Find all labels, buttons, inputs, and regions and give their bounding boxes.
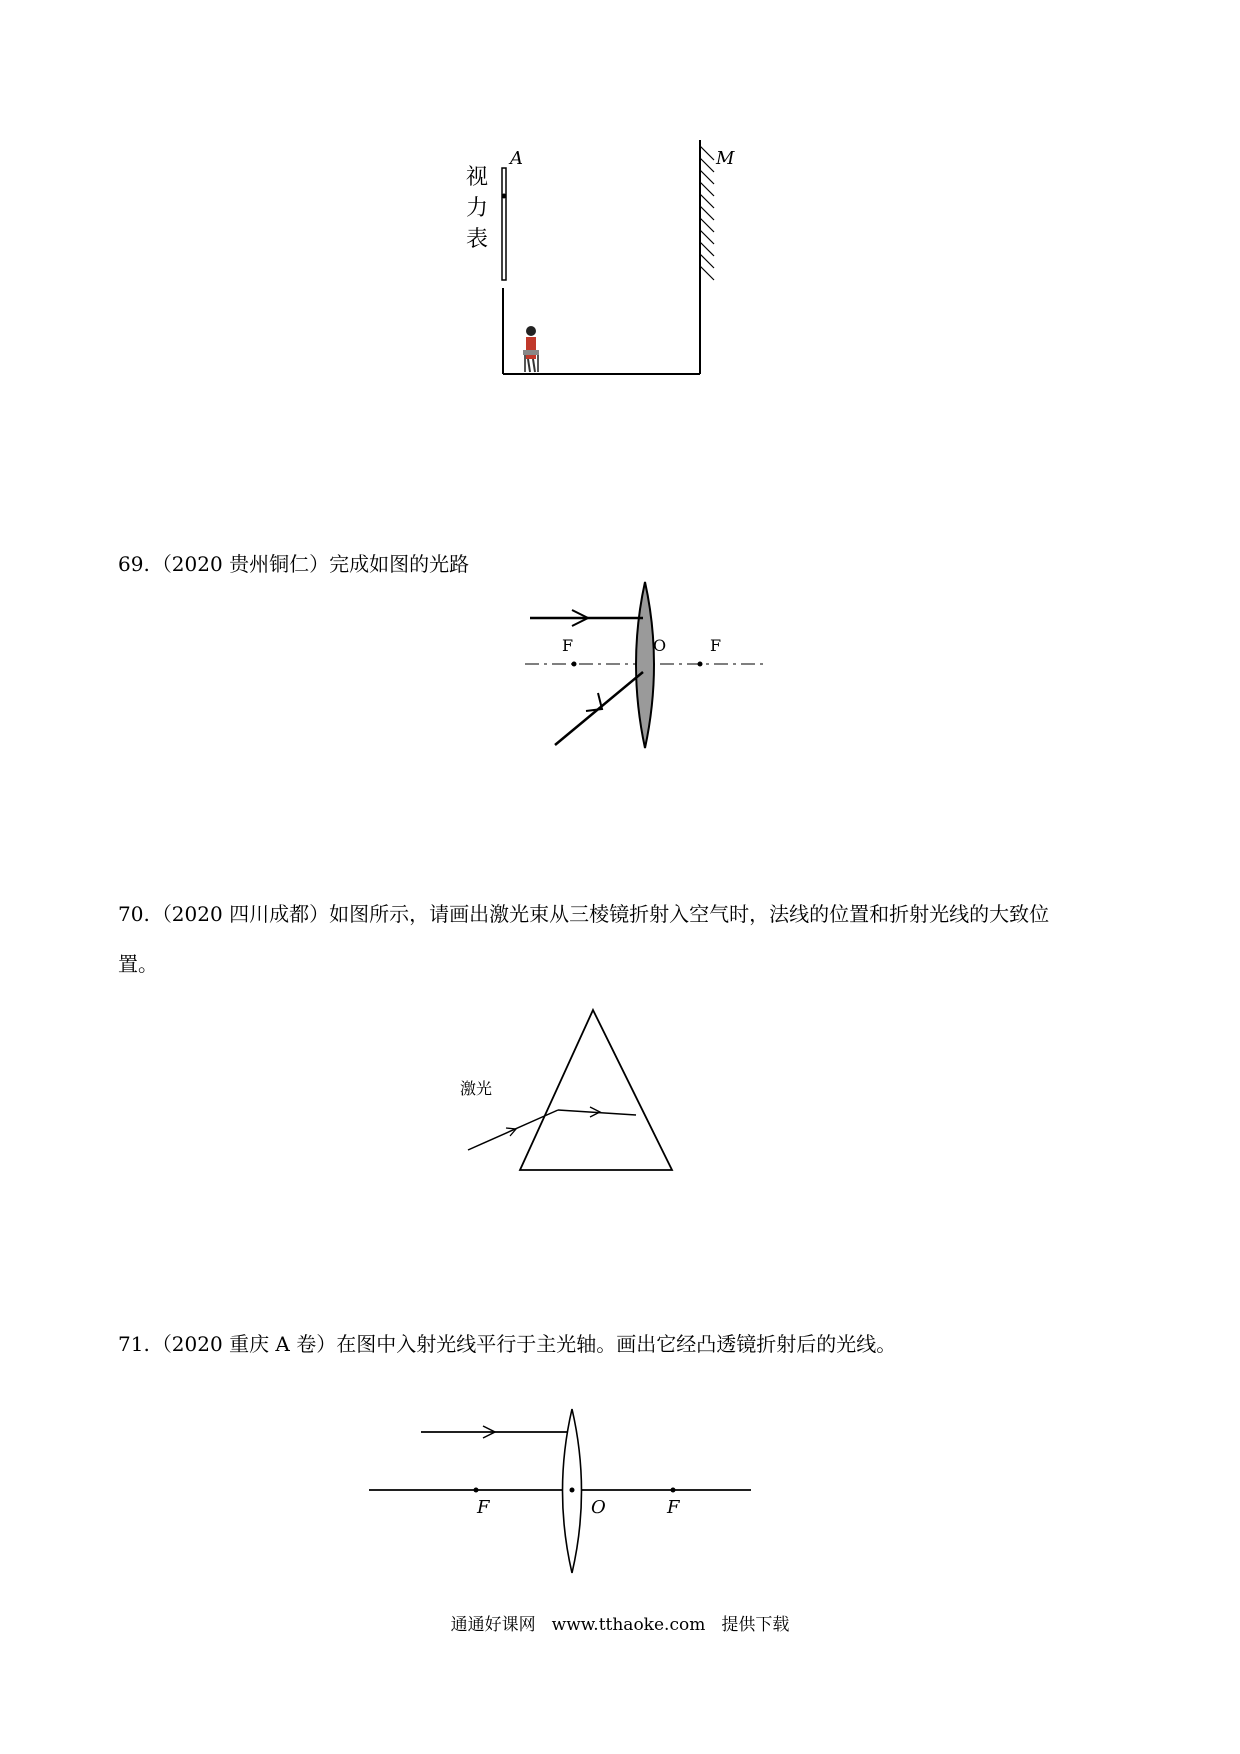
lens-diagram-69 xyxy=(520,580,770,755)
person-icon xyxy=(523,326,539,372)
focus-point-right xyxy=(698,662,703,667)
page-footer xyxy=(0,1610,1240,1635)
question-70 xyxy=(118,900,1049,928)
question-number: 69. xyxy=(118,552,150,576)
eye-chart-figure xyxy=(440,140,740,385)
footer-suffix: 提供下载 xyxy=(721,1615,790,1635)
question-71 xyxy=(118,1330,896,1358)
question-text: （2020 四川成都）如图所示，请画出激光束从三棱镜折射入空气时，法线的位置和折射光线的大致位 xyxy=(151,902,1050,926)
lens-figure-71 xyxy=(365,1405,755,1580)
focus-point-right xyxy=(671,1488,676,1493)
label-M: M xyxy=(716,148,735,169)
eye-chart-board xyxy=(502,168,506,280)
arrow-head-2 xyxy=(586,693,602,711)
question-number: 70. xyxy=(118,902,150,926)
question-text: （2020 重庆 A 卷）在图中入射光线平行于主光轴。画出它经凸透镜折射后的光线。 xyxy=(151,1332,897,1356)
prism-figure-70 xyxy=(450,1000,690,1180)
question-number: 71. xyxy=(118,1332,150,1356)
eye-chart-char-1: 视 xyxy=(466,165,489,190)
focus-point-left xyxy=(474,1488,479,1493)
question-70-continued xyxy=(118,950,158,978)
laser-incident-ray xyxy=(468,1110,558,1150)
mirror-hatching xyxy=(700,146,714,280)
eye-chart-char-2: 力 xyxy=(466,196,489,221)
label-F-left: F xyxy=(562,636,574,655)
label-F-left: F xyxy=(477,1497,490,1518)
label-F-right: F xyxy=(667,1497,680,1518)
lens-diagram-71 xyxy=(365,1405,755,1580)
optical-center-point xyxy=(570,1488,575,1493)
question-text-cont: 置。 xyxy=(118,952,158,976)
label-A: A xyxy=(510,148,523,169)
label-F-right: F xyxy=(710,636,722,655)
question-69 xyxy=(118,550,469,578)
prism-triangle xyxy=(520,1010,672,1170)
label-O: O xyxy=(653,636,667,655)
question-text: （2020 贵州铜仁）完成如图的光路 xyxy=(151,552,470,576)
footer-site-name: 通通好课网 xyxy=(450,1615,536,1635)
point-A xyxy=(502,194,507,199)
lens-figure-69 xyxy=(520,580,770,755)
eye-chart-char-3: 表 xyxy=(466,227,489,252)
label-O: O xyxy=(591,1497,606,1518)
focus-point-left xyxy=(572,662,577,667)
footer-url: www.tthaoke.com xyxy=(551,1615,706,1635)
label-laser: 激光 xyxy=(460,1079,493,1098)
convex-lens xyxy=(636,582,654,748)
